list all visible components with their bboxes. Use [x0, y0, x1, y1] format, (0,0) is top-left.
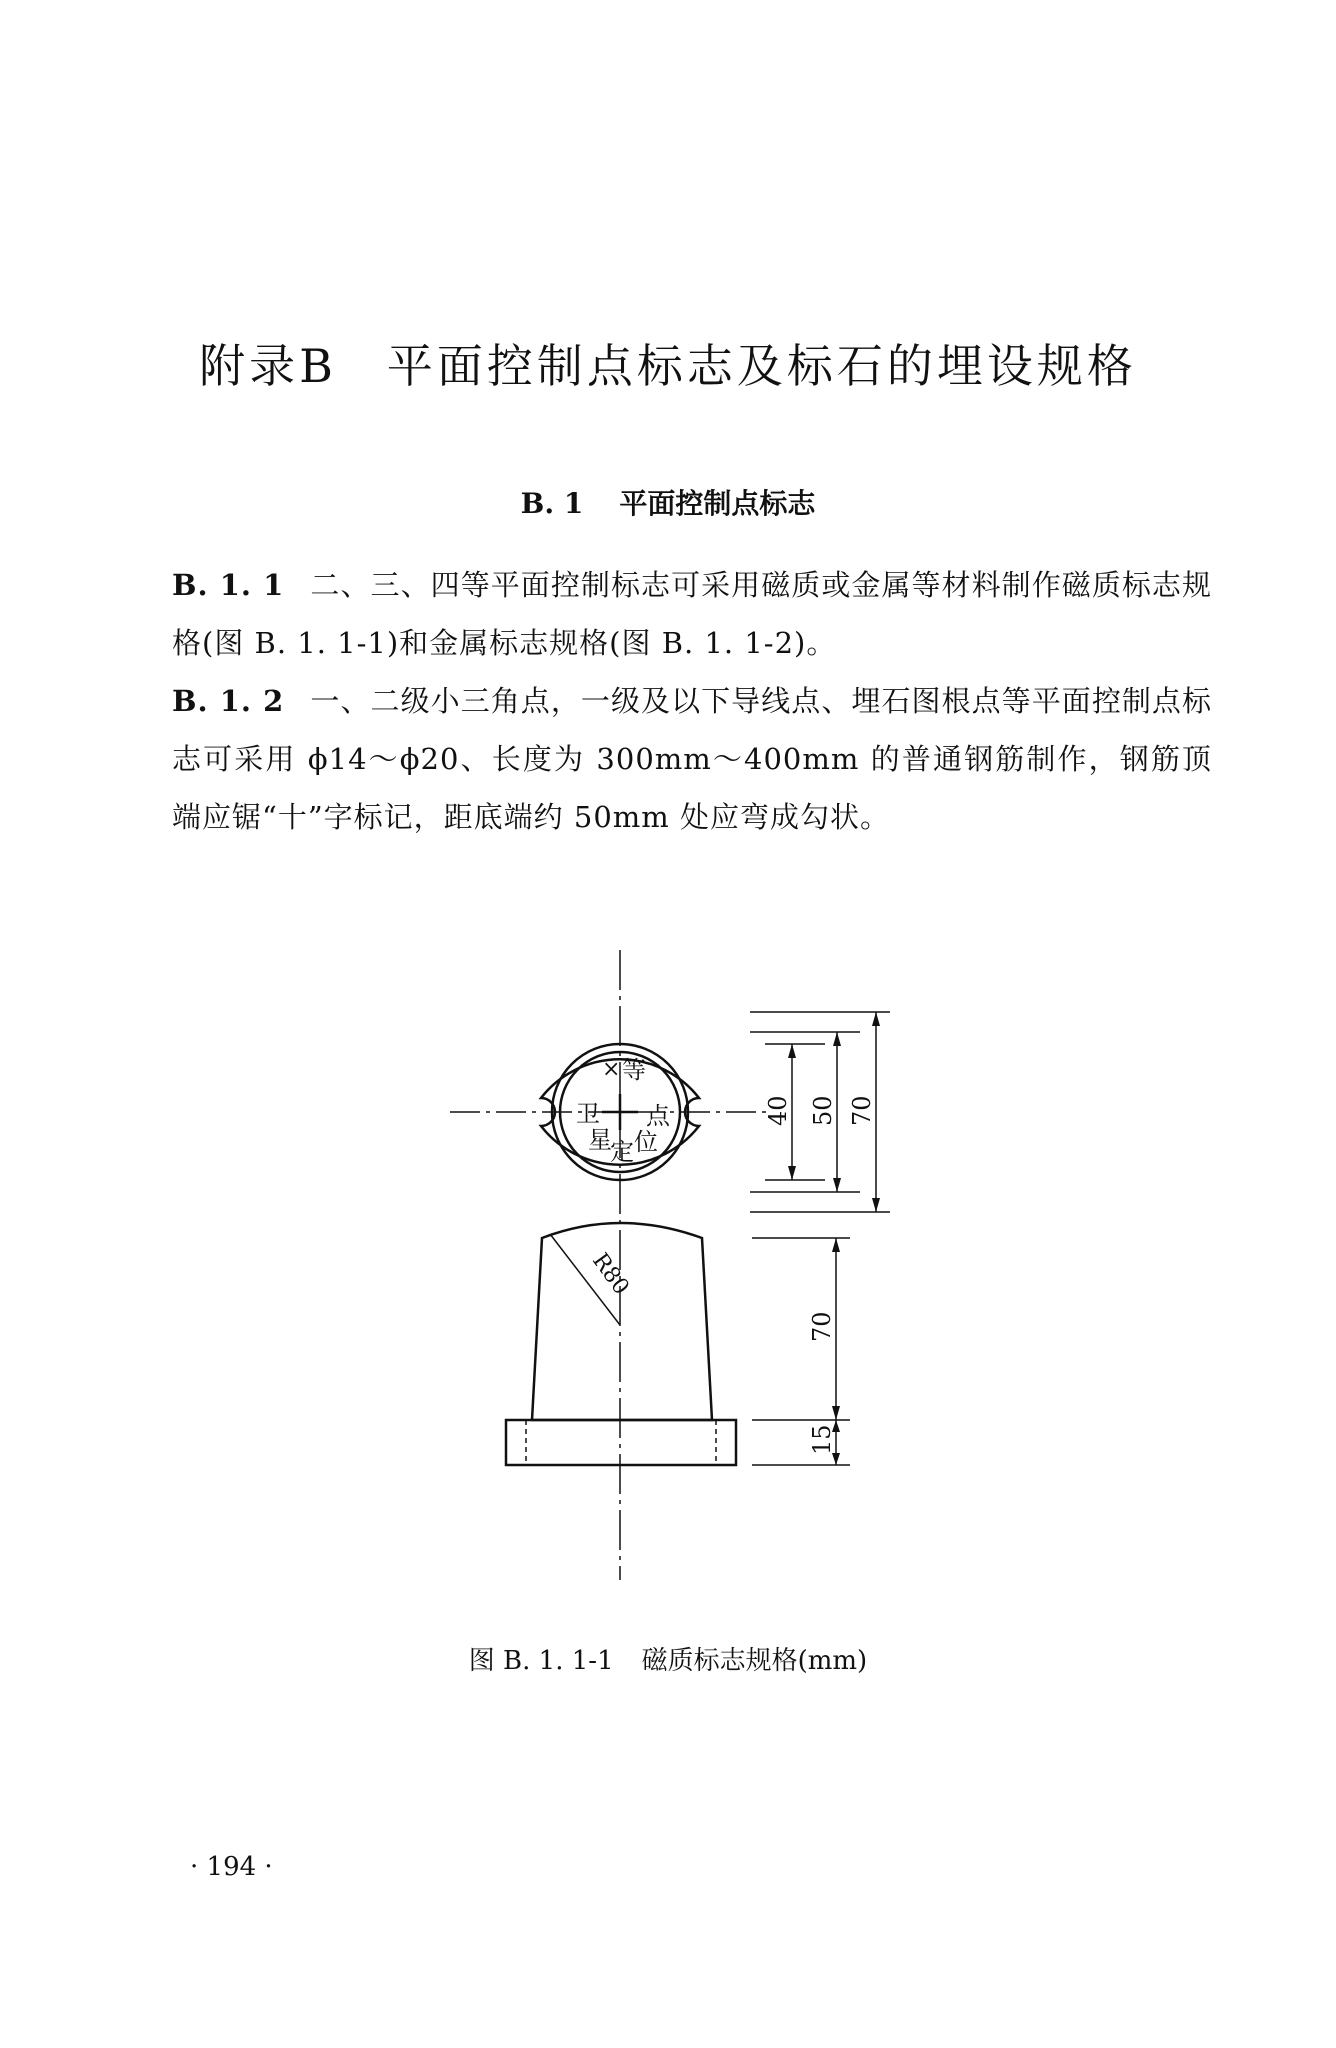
dim-70-side: 70: [808, 1311, 836, 1342]
dim-50: 50: [809, 1095, 837, 1126]
clause-number: B. 1. 2: [172, 684, 285, 718]
section-number: B. 1: [520, 487, 584, 520]
caption-text: 磁质标志规格(mm): [641, 1646, 868, 1676]
marker-base: [506, 1420, 736, 1465]
dim-70-top: 70: [848, 1095, 876, 1126]
mark-char-4: 定: [610, 1138, 634, 1166]
mark-char-6: 点: [646, 1102, 670, 1130]
mark-x: ×: [602, 1057, 621, 1082]
clause-text: 二、三、四等平面控制标志可采用磁质或金属等材料制作磁质标志规格(图 B. 1. 1-1)和金属标志规格(图 B. 1. 1-2)。: [172, 568, 1212, 660]
page-title: 附录B 平面控制点标志及标石的埋设规格: [199, 339, 1137, 393]
marker-drawing: [440, 940, 960, 1600]
mark-char-3: 星: [588, 1126, 612, 1154]
mark-char-2: 卫: [576, 1100, 600, 1128]
paragraph-b112: [172, 672, 1212, 846]
section-heading: [0, 482, 1336, 522]
section-title: 平面控制点标志: [619, 487, 816, 520]
marker-body: [532, 1223, 712, 1420]
paragraph-b111: [172, 556, 1212, 672]
dim-40: 40: [764, 1095, 792, 1126]
dim-r80: R80: [587, 1248, 634, 1300]
dim-15: 15: [808, 1424, 836, 1455]
mark-char-5: 位: [634, 1128, 658, 1156]
figure-caption: [0, 1640, 1336, 1677]
clause-text: 一、二级小三角点，一级及以下导线点、埋石图根点等平面控制点标志可采用 ϕ14～ϕ20、长度为 300mm～400mm 的普通钢筋制作，钢筋顶端应锯“十”字标记，距底端约 50mm 处应弯成勾状。: [172, 684, 1212, 834]
caption-number: 图 B. 1. 1-1: [468, 1646, 614, 1676]
page-number: · 194 ·: [190, 1852, 273, 1882]
clause-number: B. 1. 1: [172, 568, 285, 602]
mark-char-1: 等: [622, 1056, 646, 1084]
